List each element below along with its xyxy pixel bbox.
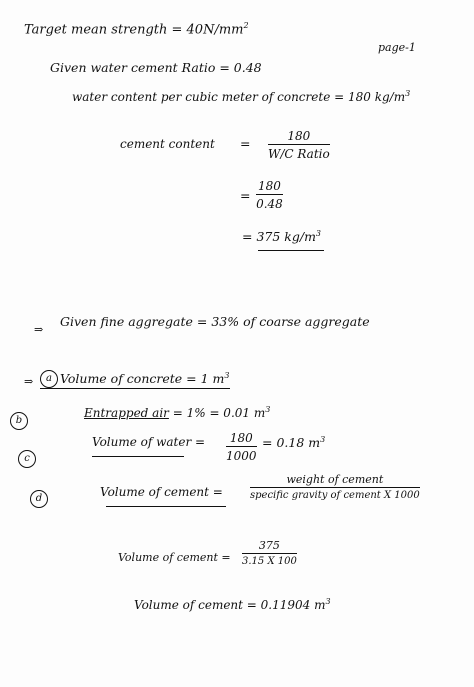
entrapped-air-line: Entrapped air = 1% = 0.01 $m^3$ bbox=[84, 405, 271, 420]
target-strength-line: Target mean strength = $40N/mm^2$ bbox=[24, 21, 249, 38]
water-underline bbox=[92, 456, 184, 457]
volume-cement-label: Volume of cement = bbox=[100, 485, 223, 499]
result-underline bbox=[258, 250, 324, 251]
cement-content-label: cement content bbox=[120, 137, 215, 151]
cement-underline bbox=[106, 506, 226, 507]
cement-volume-fraction bbox=[250, 474, 420, 501]
cement-fraction-2 bbox=[256, 180, 283, 210]
wc-ratio-line: Given water cement Ratio = 0.48 bbox=[50, 60, 262, 75]
volume-cement-2-label: Volume of cement = bbox=[118, 551, 231, 564]
label-c-circle: c bbox=[18, 450, 36, 468]
fraction-denominator: 1000 bbox=[226, 449, 257, 463]
arrow-symbol-2: ⇒ bbox=[24, 375, 34, 388]
fraction-numerator: 180 bbox=[226, 432, 257, 447]
fraction-denominator: 3.15 X 100 bbox=[242, 556, 297, 567]
label-b-circle: b bbox=[10, 412, 28, 430]
arrow-symbol: ⇒ bbox=[34, 323, 44, 336]
water-content-line: water content per cubic meter of concrete = 180 $kg/m^3$ bbox=[72, 89, 411, 104]
fraction-denominator: 0.48 bbox=[256, 197, 283, 211]
fraction-numerator: 180 bbox=[268, 130, 330, 145]
cement-result: = 375 $kg/m^3$ bbox=[242, 229, 322, 245]
volume-water-result: = 0.18 $m^3$ bbox=[262, 435, 326, 451]
label-a-circle: a bbox=[40, 370, 58, 388]
cement-volume-fraction-2 bbox=[242, 540, 297, 567]
page-number: page-1 bbox=[378, 41, 416, 54]
cement-fraction-1 bbox=[268, 130, 330, 160]
fraction-numerator: weight of cement bbox=[250, 474, 420, 488]
volume-cement-result: Volume of cement = 0.11904 $m^3$ bbox=[134, 597, 331, 612]
equals-sign-2: = bbox=[240, 188, 251, 203]
volume-water-label: Volume of water = bbox=[92, 435, 206, 449]
fraction-numerator: 375 bbox=[242, 540, 297, 554]
label-d-circle: d bbox=[30, 490, 48, 508]
fraction-numerator: 180 bbox=[258, 179, 281, 193]
fraction-denominator: specific gravity of cement X 1000 bbox=[250, 490, 420, 501]
fine-aggregate-line: Given fine aggregate = 33% of coarse aggregate bbox=[60, 314, 370, 329]
volume-concrete-line: Volume of concrete = 1 $m^3$ bbox=[60, 371, 230, 387]
fraction-denominator: W/C Ratio bbox=[268, 147, 330, 161]
equals-sign: = bbox=[240, 136, 251, 151]
water-fraction bbox=[226, 432, 257, 462]
concrete-underline bbox=[40, 388, 230, 389]
